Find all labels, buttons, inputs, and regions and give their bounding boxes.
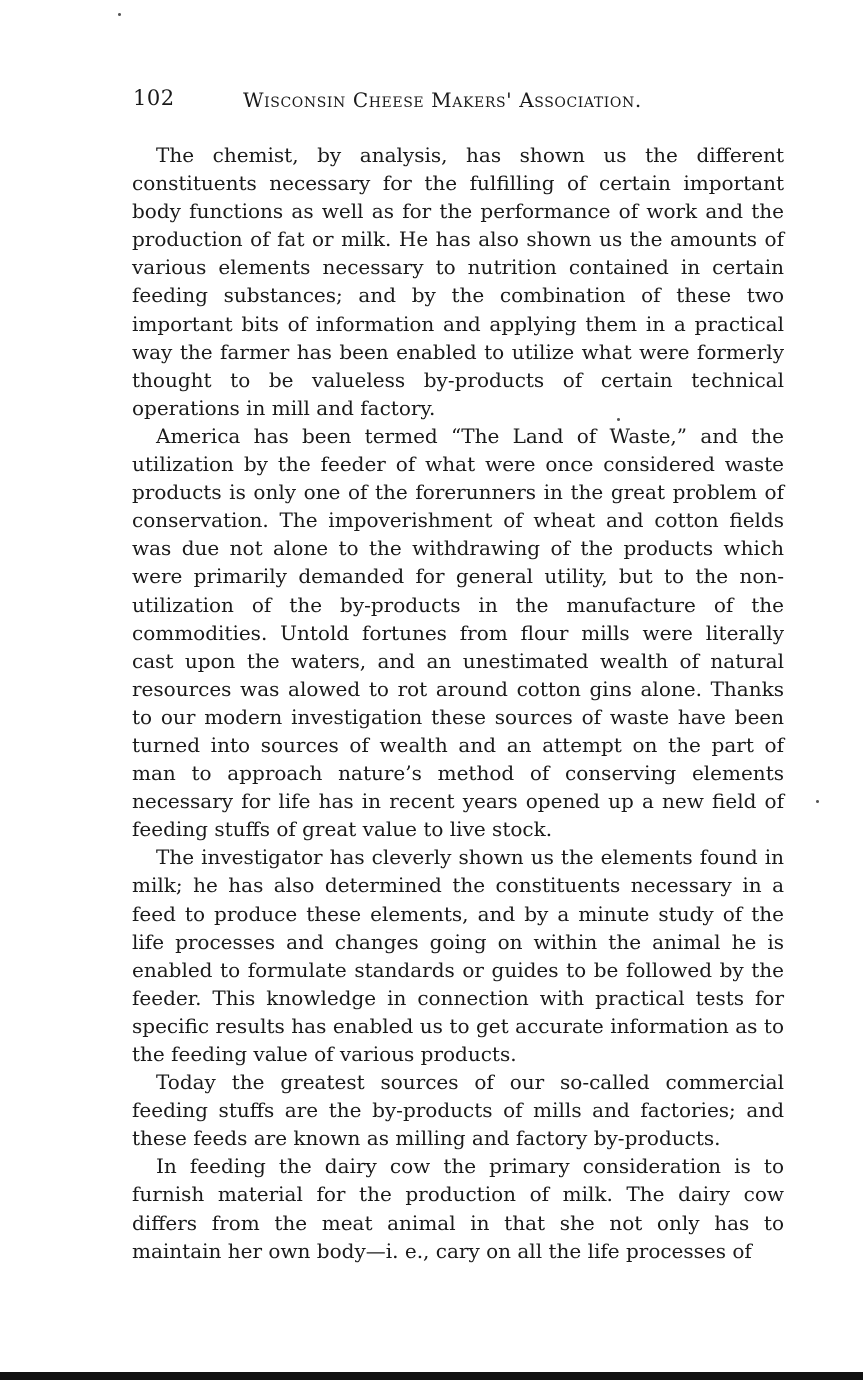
scan-speck [118, 13, 121, 16]
running-title: Wisconsin Cheese Makers' Association. [243, 88, 642, 112]
paragraph-1: The chemist, by analysis, has shown us the different constituents necessary for the fulfilling of certain important body functions as well as for the performance of work and the production of fat or milk. He has also shown us the amounts of various elements necessary to nutrition contained in certain feeding substances; and by the combination of these two important bits of information and applying them in a practical way the farmer has been enabled to utilize what were formerly thought to be valueless by-products of certain technical operations in mill and factory. [132, 143, 784, 420]
page-header [133, 86, 773, 116]
paragraph-3: The investigator has cleverly shown us the elements found in milk; he has also determined the constituents necessary in a feed to produce these elements, and by a minute study of the life processes and changes going on within the animal he is enabled to formulate standards or guides to be followed by the feeder. This knowledge in connection with practical tests for specific results has enabled us to get accurate information as to the feeding value of various products. [132, 845, 784, 1066]
paragraph-4: Today the greatest sources of our so-called commercial feeding stuffs are the by-products of mills and factories; and these feeds are known as milling and factory by-products. [132, 1070, 784, 1151]
scan-bottom-edge [0, 1372, 863, 1380]
paragraph-5: In feeding the dairy cow the primary consideration is to furnish material for the production of milk. The dairy cow differs from the meat animal in that she not only has to maintain her own body—i. e., cary on all the life processes of [132, 1154, 784, 1263]
page-number: 102 [133, 86, 175, 110]
scan-speck [816, 800, 819, 803]
body-text [132, 141, 784, 1265]
scan-speck [617, 418, 620, 421]
paragraph-2: America has been termed “The Land of Waste,” and the utilization by the feeder of what were once considered waste products is only one of the forerunners in the great problem of conservation. The impoverishment of wheat and cotton fields was due not alone to the withdrawing of the products which were primarily demanded for general utility, but to the non-utilization of the by-products in the manufacture of the commodities. Untold fortunes from flour mills were literally cast upon the waters, and an unestimated wealth of natural resources was alowed to rot around cotton gins alone. Thanks to our modern investigation these sources of waste have been turned into sources of wealth and an attempt on the part of man to approach nature’s method of conserving elements necessary for life has in recent years opened up a new field of feeding stuffs of great value to live stock. [132, 423, 784, 842]
